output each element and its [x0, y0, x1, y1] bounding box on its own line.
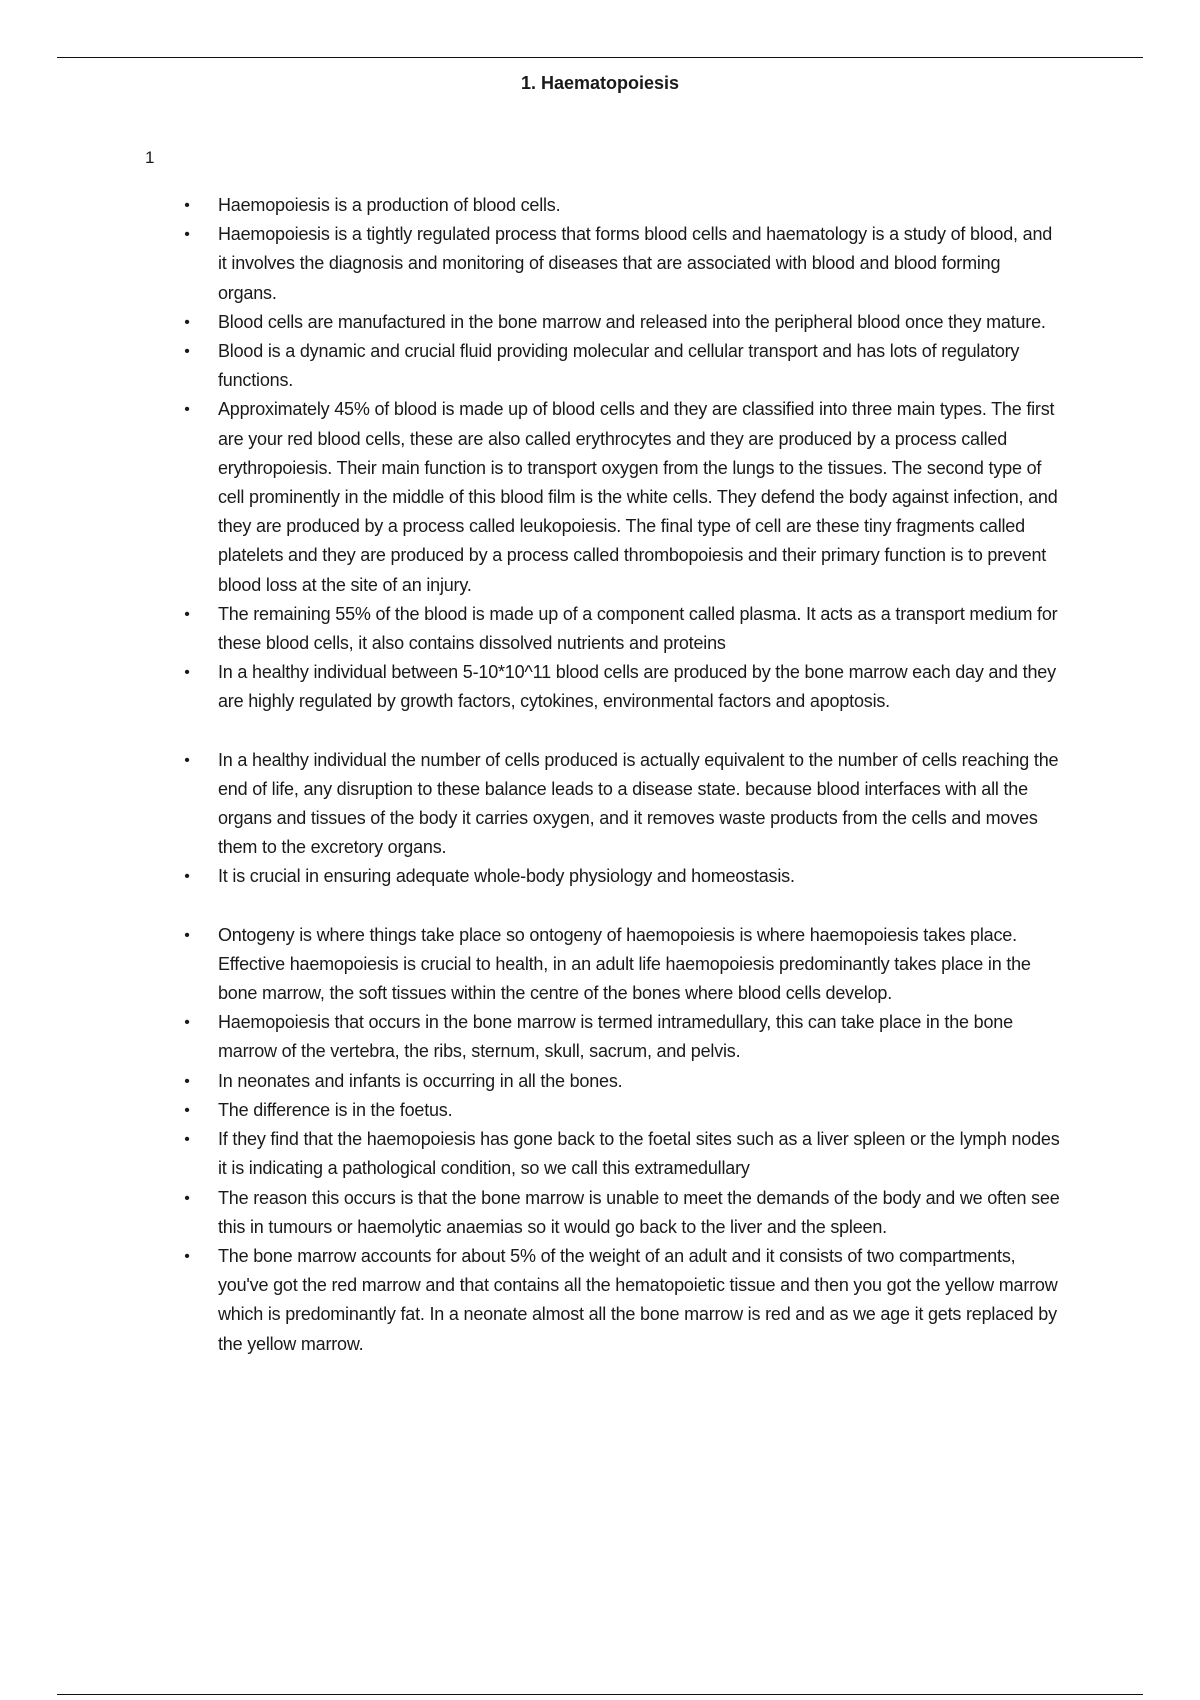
list-item-text: In neonates and infants is occurring in all the bones.: [218, 1070, 623, 1091]
list-item-text: Haemopoiesis is a production of blood cells.: [218, 195, 561, 215]
bullet-icon: •: [184, 343, 190, 361]
list-item: [180, 337, 1060, 395]
list-item: [180, 191, 1060, 220]
list-item: [180, 1008, 1060, 1066]
bullet-icon: •: [184, 1189, 190, 1207]
list-item: [180, 746, 1060, 863]
list-item-text: In a healthy individual the number of cells produced is actually equivalent to the number of cells reaching the end of life, any disruption to these balance leads to a disease state. because blood interfaces with all the organs and tissues of the body it carries oxygen, and it removes waste products from the cells and moves them to the excretory organs.: [218, 749, 1059, 858]
page-title: 1. Haematopoiesis: [520, 73, 680, 93]
list-item-text: Approximately 45% of blood is made up of blood cells and they are classified into three main types. The first are your red blood cells, these are also called erythrocytes and they are produced by a process called erythropoiesis. Their main function is to transport oxygen from the lungs to the tissues. The second type of cell prominently in the middle of this blood film is the white cells. They defend the body against infection, and they are produced by a process called leukopoiesis. The final type of cell are these tiny fragments called platelets and they are produced by a process called thrombopoiesis and their primary function is to prevent blood loss at the site of an injury.: [218, 399, 1058, 595]
list-item-text: The remaining 55% of the blood is made up of a component called plasma. It acts as a transport medium for these blood cells, it also contains dissolved nutrients and proteins: [218, 603, 1058, 654]
list-item-text: Blood is a dynamic and crucial fluid providing molecular and cellular transport and has lots of regulatory functions.: [218, 341, 1020, 391]
list-item-text: Haemopoiesis is a tightly regulated process that forms blood cells and haematology is a study of blood, and it involves the diagnosis and monitoring of diseases that are associated with blood and blood forming organs.: [218, 224, 1053, 303]
bullet-icon: •: [184, 926, 190, 944]
bullet-list-group-2: [180, 746, 1060, 892]
bullet-icon: •: [184, 1014, 190, 1032]
list-item-text: The reason this occurs is that the bone marrow is unable to meet the demands of the body and we often see this in tumours or haemolytic anaemias so it would go back to the liver and the spleen.: [218, 1187, 1060, 1237]
list-item: [180, 395, 1060, 599]
list-item: [180, 220, 1060, 308]
list-item: [180, 658, 1060, 716]
bullet-icon: •: [184, 1072, 190, 1090]
bullet-icon: •: [184, 226, 190, 244]
list-item-text: In a healthy individual between 5-10*10^11 blood cells are produced by the bone marrow each day and they are highly regulated by growth factors, cytokines, environmental factors and apoptosis.: [218, 662, 1056, 712]
list-item: [180, 921, 1060, 1009]
list-item: [180, 308, 1060, 337]
bullet-icon: •: [184, 1101, 190, 1119]
bullet-icon: •: [184, 605, 190, 623]
bullet-icon: •: [184, 1131, 190, 1149]
document-body: [180, 191, 1060, 1359]
bullet-icon: •: [184, 1247, 190, 1265]
list-item-text: The difference is in the foetus.: [218, 1099, 453, 1120]
bullet-icon: •: [184, 664, 190, 682]
bullet-icon: •: [184, 868, 190, 886]
paragraph-spacer: [180, 892, 1060, 921]
list-item-text: Blood cells are manufactured in the bone marrow and released into the peripheral blood once they mature.: [218, 311, 1046, 332]
bullet-icon: •: [184, 751, 190, 769]
list-item: [180, 862, 1060, 891]
list-item: [180, 1096, 1060, 1125]
list-item: [180, 1067, 1060, 1096]
list-item: [180, 1242, 1060, 1359]
list-item: [180, 1184, 1060, 1242]
list-item: [180, 600, 1060, 658]
bullet-icon: •: [184, 401, 190, 419]
footer-rule: [57, 1694, 1143, 1695]
bullet-icon: •: [184, 313, 190, 331]
list-item-text: Haemopoiesis that occurs in the bone marrow is termed intramedullary, this can take place in the bone marrow of the vertebra, the ribs, sternum, skull, sacrum, and pelvis.: [218, 1012, 1013, 1062]
list-item-text: Ontogeny is where things take place so ontogeny of haemopoiesis is where haemopoiesis takes place. Effective haemopoiesis is crucial to health, in an adult life haemopoiesis predominantly takes place in the bone marrow, the soft tissues within the centre of the bones where blood cells develop.: [218, 924, 1031, 1004]
list-item-text: If they find that the haemopoiesis has gone back to the foetal sites such as a liver spleen or the lymph nodes it is indicating a pathological condition, so we call this extramedullary: [218, 1129, 1060, 1179]
header-rule: [57, 57, 1143, 58]
list-item: [180, 1125, 1060, 1183]
list-item-text: It is crucial in ensuring adequate whole-body physiology and homeostasis.: [218, 866, 795, 887]
list-item-text: The bone marrow accounts for about 5% of the weight of an adult and it consists of two compartments, you've got the red marrow and that contains all the hematopoietic tissue and then you got the yellow marrow which is predominantly fat. In a neonate almost all the bone marrow is red and as we age it gets replaced by the yellow marrow.: [218, 1245, 1058, 1354]
bullet-icon: •: [184, 197, 190, 214]
bullet-list-group-1: [180, 191, 1060, 717]
page-number: 1: [145, 148, 155, 167]
paragraph-spacer: [180, 717, 1060, 746]
bullet-list-group-3: [180, 921, 1060, 1359]
